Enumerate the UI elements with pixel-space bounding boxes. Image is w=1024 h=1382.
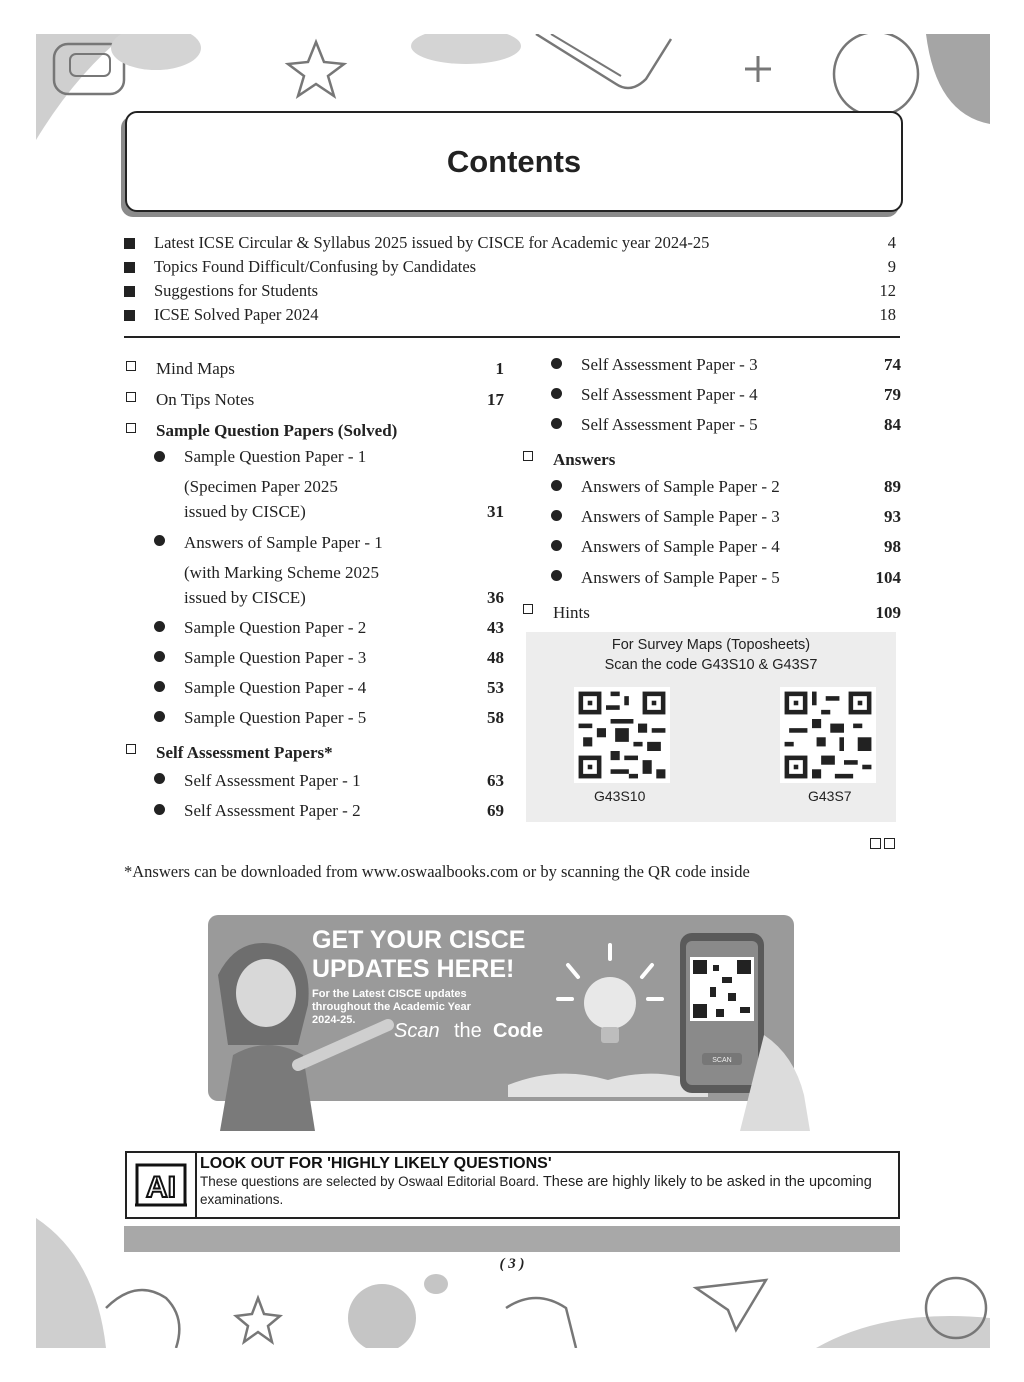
toc-entry-page: 74 [884,355,901,374]
ai-box-body-part: These questions are selected by Oswaal Editorial Board. [200,1174,540,1189]
toc-entry-line: issued by CISCE) [184,502,306,521]
contents-title-box [125,111,903,212]
toc-entry-page: 79 [884,385,901,404]
divider [124,336,900,338]
toc-entry-sap5[interactable] [521,410,901,440]
ai-box-body-part: These are highly likely to be asked in the upcoming [542,1174,872,1190]
toc-entry-ans5[interactable] [521,562,901,593]
toc-entry-mind-maps[interactable] [124,350,504,381]
toc-entry-label: Self Assessment Paper - 2 [184,801,361,820]
square-bullet-icon [124,262,135,273]
list-item-page: 4 [887,233,896,252]
qr-code-g43s10[interactable] [574,687,670,783]
ai-box-body [200,1173,898,1209]
bottom-doodle-decoration [36,1218,990,1348]
square-bullet-icon [124,238,135,249]
toc-entry-sqp5[interactable] [124,703,504,733]
toc-entry-sqp2[interactable] [124,613,504,643]
survey-line-2: Scan the code G43S10 & G43S7 [604,657,818,673]
square-bullet-icon [124,310,135,321]
round-bullet-icon [154,711,165,722]
list-item-page: 9 [887,257,896,276]
list-item[interactable] [124,255,896,279]
round-bullet-icon [154,451,165,462]
round-bullet-icon [551,510,562,521]
toc-entry-sap2[interactable] [124,796,504,826]
ai-book-icon [127,1153,197,1217]
ai-box-body-part: examinations. [200,1192,284,1207]
round-bullet-icon [154,621,165,632]
toc-entry-label: Hints [553,603,590,622]
banner-code-word: Code [493,1020,543,1042]
toc-entry-page: 53 [487,678,504,697]
toc-entry-label: Answers of Sample Paper - 3 [581,507,780,526]
toc-entry-label: On Tips Notes [156,390,255,409]
toc-entry-sap1[interactable] [124,765,504,796]
toc-entry-page: 109 [875,603,901,622]
toc-entry-hints[interactable] [521,593,901,625]
toc-entry-label: Answers of Sample Paper - 4 [581,537,780,556]
toc-entry-sap4[interactable] [521,380,901,410]
toc-entry-sap3[interactable] [521,350,901,380]
toc-entry-label: Self Assessment Paper - 5 [581,415,758,434]
ai-icon-text: AI [146,1171,176,1204]
square-bullet-icon [124,286,135,297]
round-bullet-icon [551,540,562,551]
toc-entry-line: (Specimen Paper 2025 [184,477,338,496]
round-bullet-icon [551,358,562,369]
toc-entry-page: 1 [495,359,504,378]
round-bullet-icon [551,570,562,581]
highly-likely-questions-box [125,1151,900,1219]
qr-code-label: G43S10 [594,788,646,804]
top-contents-list [124,231,896,327]
toc-entry-label: Self Assessment Paper - 4 [581,385,758,404]
toc-entry-ans2[interactable] [521,472,901,502]
toc-entry-ans3[interactable] [521,502,901,532]
toc-entry-label: Self Assessment Paper - 3 [581,355,758,374]
toc-entry-label: Answers of Sample Paper - 5 [581,568,780,587]
toc-entry-page: 89 [884,477,901,496]
footnote: *Answers can be downloaded from www.oswaalbooks.com or by scanning the QR code inside [124,862,750,881]
toc-entry-on-tips[interactable] [124,381,504,412]
toc-section-label: Self Assessment Papers* [156,743,333,762]
toc-entry-page: 31 [487,502,504,521]
toc-entry-label: Self Assessment Paper - 1 [184,771,361,790]
list-item[interactable] [124,279,896,303]
ai-box-heading: LOOK OUT FOR 'HIGHLY LIKELY QUESTIONS' [200,1155,552,1172]
round-bullet-icon [154,773,165,784]
round-bullet-icon [551,480,562,491]
toc-entry-line: Sample Question Paper - 1 [184,447,367,466]
phone-scan-button: SCAN [712,1057,732,1064]
toc-section-label: Answers [553,450,616,469]
toc-entry-page: 17 [487,390,504,409]
round-bullet-icon [154,681,165,692]
toc-entry-ans4[interactable] [521,532,901,562]
list-item[interactable] [124,231,896,255]
qr-code-g43s7[interactable] [780,687,876,783]
toc-entry-line: Answers of Sample Paper - 1 [184,533,383,552]
toc-entry-page: 63 [487,771,504,790]
toc-entry-page: 98 [884,537,901,556]
toc-entry-page: 48 [487,648,504,667]
toc-section-label: Sample Question Papers (Solved) [156,421,398,440]
toc-entry-page: 69 [487,801,504,820]
round-bullet-icon [551,418,562,429]
list-item-label: Suggestions for Students [154,281,319,300]
survey-line-1: For Survey Maps (Toposheets) [611,637,811,653]
list-item-label: Topics Found Difficult/Confusing by Candidates [154,257,477,276]
banner-scan-word: Scan [394,1020,440,1042]
survey-maps-box [526,632,896,822]
toc-entry-line: (with Marking Scheme 2025 [184,563,379,582]
toc-entry-asp1[interactable] [124,527,504,613]
round-bullet-icon [551,388,562,399]
banner-sub-3: 2024-25. [312,1014,356,1026]
list-item-label: Latest ICSE Circular & Syllabus 2025 issued by CISCE for Academic year 2024-25 [154,233,710,252]
checkbox-bullet-icon [126,361,136,371]
banner-headline-1: GET YOUR CISCE [312,926,526,954]
toc-entry-sqp4[interactable] [124,673,504,703]
toc-entry-label [184,530,464,610]
banner-headline-2: UPDATES HERE! [312,955,515,983]
toc-section-self-assessment[interactable] [124,733,504,765]
banner-sub-2: throughout the Academic Year [312,1001,471,1013]
qr-code-label: G43S7 [808,788,852,804]
end-marker-icon [870,838,895,849]
banner-sub-1: For the Latest CISCE updates [312,988,467,1000]
checkbox-bullet-icon [523,604,533,614]
toc-entry-label: Sample Question Paper - 3 [184,648,367,667]
toc-entry-page: 84 [884,415,901,434]
cisce-updates-banner[interactable] [208,915,810,1131]
checkbox-bullet-icon [523,451,533,461]
banner-the-word: the [454,1020,482,1042]
toc-section-answers[interactable] [521,440,901,472]
toc-entry-page: 36 [487,588,504,607]
toc-entry-label: Mind Maps [156,359,235,378]
toc-entry-page: 43 [487,618,504,637]
checkbox-bullet-icon [126,423,136,433]
round-bullet-icon [154,804,165,815]
toc-entry-label: Sample Question Paper - 4 [184,678,367,697]
toc-entry-sqp1[interactable] [124,443,504,527]
toc-entry-label: Answers of Sample Paper - 2 [581,477,780,496]
toc-entry-label: Sample Question Paper - 2 [184,618,367,637]
toc-entry-page: 93 [884,507,901,526]
list-item-page: 12 [879,281,896,300]
toc-entry-sqp3[interactable] [124,643,504,673]
toc-entry-page: 104 [875,568,901,587]
contents-right-column [521,350,901,625]
page-title: Contents [446,143,582,179]
list-item[interactable] [124,303,896,327]
toc-entry-label: Sample Question Paper - 5 [184,708,367,727]
page-number: ( 3 ) [499,1256,525,1272]
toc-entry-label [184,444,464,524]
checkbox-bullet-icon [126,744,136,754]
contents-left-column [124,350,504,826]
list-item-label: ICSE Solved Paper 2024 [154,305,319,324]
round-bullet-icon [154,535,165,546]
checkbox-bullet-icon [126,392,136,402]
toc-entry-page: 58 [487,708,504,727]
round-bullet-icon [154,651,165,662]
toc-section-sample-papers[interactable] [124,412,504,443]
toc-entry-line: issued by CISCE) [184,588,306,607]
list-item-page: 18 [879,305,896,324]
